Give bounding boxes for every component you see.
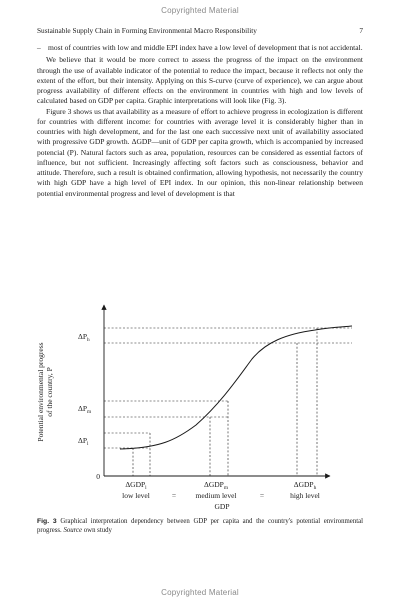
bullet-dash: – xyxy=(37,43,41,52)
y-axis-title-text-2: of the country, P xyxy=(45,367,54,417)
body-text xyxy=(37,43,363,199)
x-axis-title: GDP xyxy=(214,502,230,511)
y-marker-m: $\Delta P_m$ xyxy=(78,404,92,415)
x-level-medium: medium level xyxy=(195,491,237,500)
origin-label: 0 xyxy=(96,472,100,481)
y-axis-title xyxy=(36,342,54,441)
level-separator-1: = xyxy=(171,491,177,500)
copyright-watermark-bottom: Copyrighted Material xyxy=(161,588,239,597)
page-number: 7 xyxy=(359,26,363,35)
level-separator-2: = xyxy=(259,491,265,500)
paragraph-2: Figure 3 shows us that availability as a measure of effort to achieve progress in ecologization is different for countries with different income: for countries with average level it is considerably higher than in countries with high development, and for the last one each successive next unit of availability associated with progressive GDP growth. ΔGDP—unit of GDP per capita growth, which is accompanied by increased potencial (P). Natural factors such as area, population, resources can be considered as essential factors of influence, but not sufficient. Increasingly affecting soft factors such as consciousness, behavior and attitude. Therefore, such a result is obtained confirmation, allowing hypothesis, not necessarily the country with high GDP have a high level of EPI index. In our opinion, this non-linear relationship between potential environmental progress and level of development is that xyxy=(37,106,363,198)
figure-3-chart xyxy=(0,296,400,511)
x-marker-m: $\Delta GDP_m$ xyxy=(204,480,228,491)
figure-caption xyxy=(37,517,363,535)
running-head xyxy=(37,26,363,35)
dashed-guides xyxy=(104,328,352,476)
x-marker-h: $\Delta GDP_h$ xyxy=(293,480,317,491)
caption-source-text: own study xyxy=(83,527,112,534)
x-marker-l: $\Delta GDP_l$ xyxy=(125,480,147,491)
caption-source-label: Source xyxy=(63,527,83,534)
x-level-high: high level xyxy=(290,491,320,500)
copyright-watermark-top: Copyrighted Material xyxy=(161,6,239,15)
y-marker-l: $\Delta P_l$ xyxy=(78,436,89,447)
running-head-title: Sustainable Supply Chain in Forming Environmental Macro Responsibility xyxy=(37,26,257,35)
y-axis-title-text: Potential environmental progress xyxy=(36,342,45,442)
caption-label: Fig. 3 xyxy=(37,518,57,525)
bullet-item xyxy=(37,43,363,53)
x-level-low: low level xyxy=(122,491,150,500)
bullet-text: most of countries with low and middle EPI index have a low level of development that is not accidental. xyxy=(48,43,363,52)
caption-text: Graphical interpretation dependency between GDP per capita and the country's potential environmental progress. xyxy=(37,518,364,534)
paragraph-1: We believe that it would be more correct to assess the progress of the impact on the environment through the use of available indicator of the potential to reduce the impact, because it reflects not only the extent of the effort, but their intensity. Applying on this S-curve (curve of experience), we can argue about progress availability of different effects on the environment in countries with high and low levels of calculated based on GDP per capita. Graphic interpretations will look like (Fig. 3). xyxy=(37,55,363,106)
y-marker-h: $\Delta P_h$ xyxy=(78,332,90,343)
